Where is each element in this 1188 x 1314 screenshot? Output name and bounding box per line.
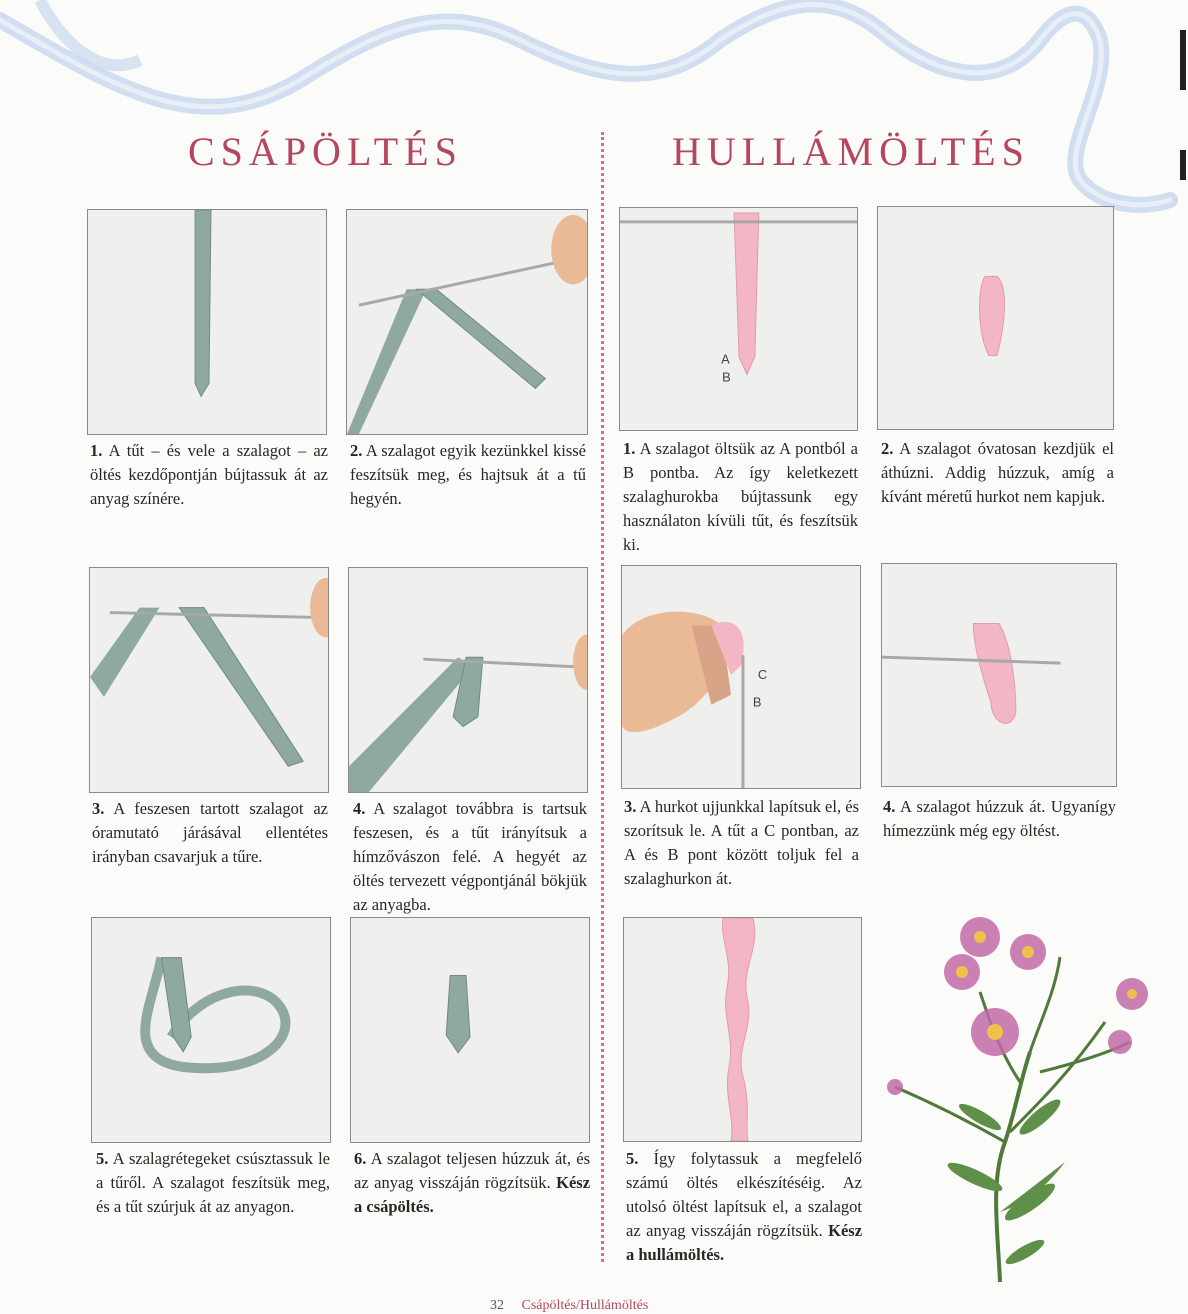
step-photo-left-3 — [89, 567, 329, 793]
caption-left-4 — [353, 797, 587, 917]
page-number: 32 — [490, 1298, 504, 1313]
step-photo-right-4 — [881, 563, 1117, 787]
step-num: 6. — [354, 1149, 367, 1168]
page-footer — [490, 1298, 648, 1314]
step-num: 3. — [92, 799, 105, 818]
left-title: CSÁPÖLTÉS — [188, 129, 463, 174]
caption-right-2 — [881, 437, 1114, 509]
step-final: Kész a hullámöltés. — [626, 1221, 863, 1264]
step-photo-right-1 — [619, 207, 858, 431]
step-photo-right-3 — [621, 565, 861, 789]
step-photo-left-5 — [91, 917, 331, 1143]
step-final: Kész a csápöltés. — [354, 1173, 591, 1216]
step-text: A hurkot ujjunkkal lapítsuk el, és szorítsuk le. A tűt a C pontban, az A és B pont között toljuk fel a szalaghurkon át. — [624, 797, 860, 888]
ribbon-decoration — [0, 0, 1188, 240]
step-num: 2. — [350, 441, 363, 460]
page-edge-mark — [1180, 150, 1186, 180]
step-num: 5. — [96, 1149, 109, 1168]
step-num: 2. — [881, 439, 894, 458]
caption-left-5 — [96, 1147, 330, 1219]
caption-left-6 — [354, 1147, 590, 1219]
step-text: A tűt – és vele a szalagot – az öltés kezdőpontján bújtassuk át az anyag színére. — [90, 441, 328, 508]
step-photo-right-5 — [623, 917, 862, 1142]
step-text: A szalagot teljesen húzzuk át, és az anyag visszáján rögzítsük. — [354, 1149, 591, 1192]
step-photo-left-2 — [346, 209, 588, 435]
page-edge-mark — [1180, 30, 1186, 90]
step-photo-left-6 — [350, 917, 590, 1143]
step-text: A szalagot öltsük az A pontból a B pontba. Az így keletkezett szalaghurokba bújtassunk egy használaton kívüli tűt, és feszítsük ki. — [623, 439, 859, 554]
step-text: A szalagot óvatosan kezdjük el áthúzni. Addig húzzuk, amíg a kívánt méretű hurkot nem kapjuk. — [881, 439, 1114, 506]
caption-right-1 — [623, 437, 858, 557]
caption-right-3 — [624, 795, 859, 891]
label-c: C — [757, 666, 768, 682]
step-text: A feszesen tartott szalagot az óramutató járásával ellentétes irányban csavarjuk a tűre. — [92, 799, 328, 866]
step-num: 4. — [353, 799, 366, 818]
caption-left-1 — [90, 439, 328, 511]
caption-right-4 — [883, 795, 1116, 843]
step-photo-left-4 — [348, 567, 588, 793]
step-text: A szalagot húzzuk át. Ugyanígy hímezzünk még egy öltést. — [883, 797, 1116, 840]
footer-section-title: Csápöltés/Hullámöltés — [521, 1298, 649, 1313]
step-photo-right-2 — [877, 206, 1114, 430]
caption-left-2 — [350, 439, 586, 511]
step-text: Így folytassuk a megfelelő számú öltés elkészítéséig. Az utolsó öltést lapítsuk el, a szalagot az anyag visszáján rögzítsük. — [626, 1149, 862, 1240]
step-photo-left-1 — [87, 209, 327, 435]
step-text: A szalagrétegeket csúsztassuk le a tűről. A szalagot feszítsük meg, és a tűt szúrjuk át az anyagon. — [96, 1149, 330, 1216]
column-divider — [601, 132, 604, 1262]
step-text: A szalagot továbbra is tartsuk feszesen, és a tűt irányítsuk a hímzővászon felé. A hegyét az öltés tervezett végpontjánál bökjük az anyagba. — [353, 799, 587, 914]
label-b: B — [722, 369, 731, 385]
step-num: 1. — [90, 441, 103, 460]
caption-left-3 — [92, 797, 328, 869]
step-num: 1. — [623, 439, 636, 458]
label-b2: B — [752, 694, 762, 710]
step-num: 5. — [626, 1149, 639, 1168]
caption-right-5 — [626, 1147, 862, 1267]
aster-flower-illustration — [880, 912, 1160, 1292]
step-num: 3. — [624, 797, 637, 816]
label-a: A — [721, 351, 730, 367]
right-title: HULLÁMÖLTÉS — [672, 129, 1030, 174]
step-text: A szalagot egyik kezünkkel kissé feszítsük meg, és hajtsuk át a tű hegyén. — [350, 441, 587, 508]
step-num: 4. — [883, 797, 896, 816]
